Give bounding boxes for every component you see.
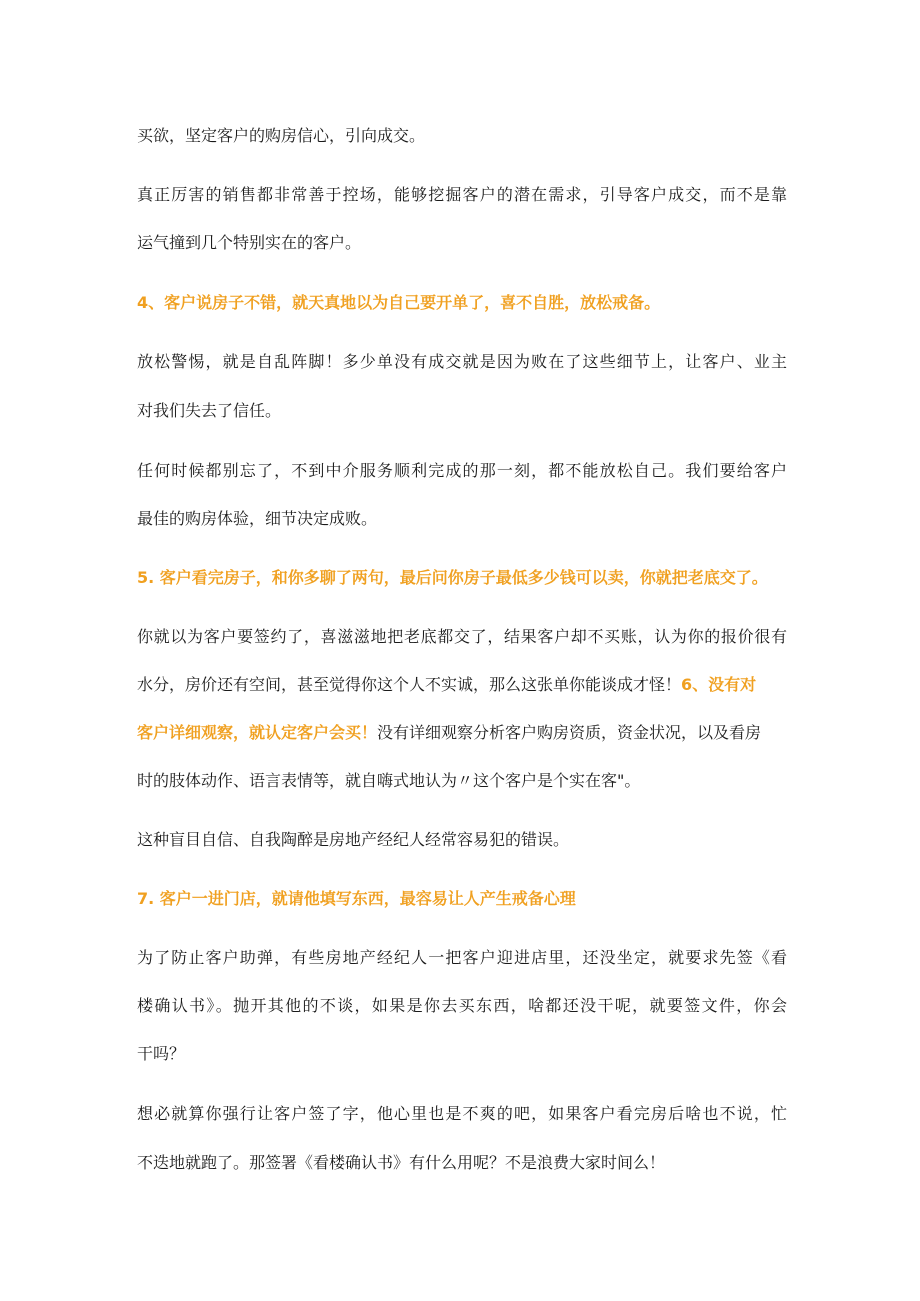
- paragraph-line: 放松警惕，就是自乱阵脚！多少单没有成交就是因为败在了这些细节上，让客户、业主: [137, 352, 787, 371]
- paragraph-line: 想必就算你强行让客户签了字，他心里也是不爽的吧，如果客户看完房后啥也不说，忙: [137, 1104, 787, 1123]
- paragraph-line: 真正厉害的销售都非常善于控场，能够挖掘客户的潜在需求，引导客户成交，而不是靠: [137, 185, 787, 204]
- paragraph-line: [137, 718, 787, 748]
- paragraph-text: 没有详细观察分析客户购房资质，资金状况，以及看房: [377, 723, 762, 742]
- section-heading-4: 4、客户说房子不错，就天真地以为自己要开单了，喜不自胜，放松戒备。: [137, 293, 661, 312]
- section-heading-7: 7. 客户一进门店，就请他填写东西，最容易让人产生戒备心理: [137, 889, 576, 908]
- paragraph-line: 这种盲目自信、自我陶醉是房地产经纪人经常容易犯的错误。: [137, 830, 570, 849]
- paragraph-line: 不迭地就跑了。那签署《看楼确认书》有什么用呢？不是浪费大家时间么！: [137, 1153, 666, 1172]
- section-heading-6-end: 客户详细观察，就认定客户会买！: [137, 723, 378, 742]
- paragraph-line: 干吗？: [137, 1044, 186, 1063]
- paragraph-line: 运气撞到几个特别实在的客户。: [137, 233, 362, 252]
- paragraph-line: 任何时候都别忘了，不到中介服务顺利完成的那一刻，都不能放松自己。我们要给客户: [137, 461, 787, 480]
- paragraph-line: 买欲，坚定客户的购房信心，引向成交。: [137, 126, 426, 145]
- paragraph-line: 最佳的购房体验，细节决定成败。: [137, 509, 378, 528]
- paragraph-line: 对我们失去了信任。: [137, 401, 282, 420]
- paragraph-line: [137, 670, 787, 700]
- paragraph-text: 水分，房价还有空间，甚至觉得你这个人不实诚，那么这张单你能谈成才怪！: [137, 675, 682, 694]
- section-heading-5: 5. 客户看完房子，和你多聊了两句，最后问你房子最低多少钱可以卖，你就把老底交了。: [137, 568, 768, 587]
- section-heading-6-start: 6、没有对: [681, 675, 757, 694]
- paragraph-line: 时的肢体动作、语言表情等，就自嗨式地认为〃这个客户是个实在客"。: [137, 771, 641, 790]
- paragraph-line: 你就以为客户要签约了，喜滋滋地把老底都交了，结果客户却不买账，认为你的报价很有: [137, 627, 787, 646]
- paragraph-line: 楼确认书》。抛开其他的不谈，如果是你去买东西，啥都还没干呢，就要签文件，你会: [137, 996, 787, 1015]
- paragraph-line: 为了防止客户助弹，有些房地产经纪人一把客户迎进店里，还没坐定，就要求先签《看: [137, 948, 787, 967]
